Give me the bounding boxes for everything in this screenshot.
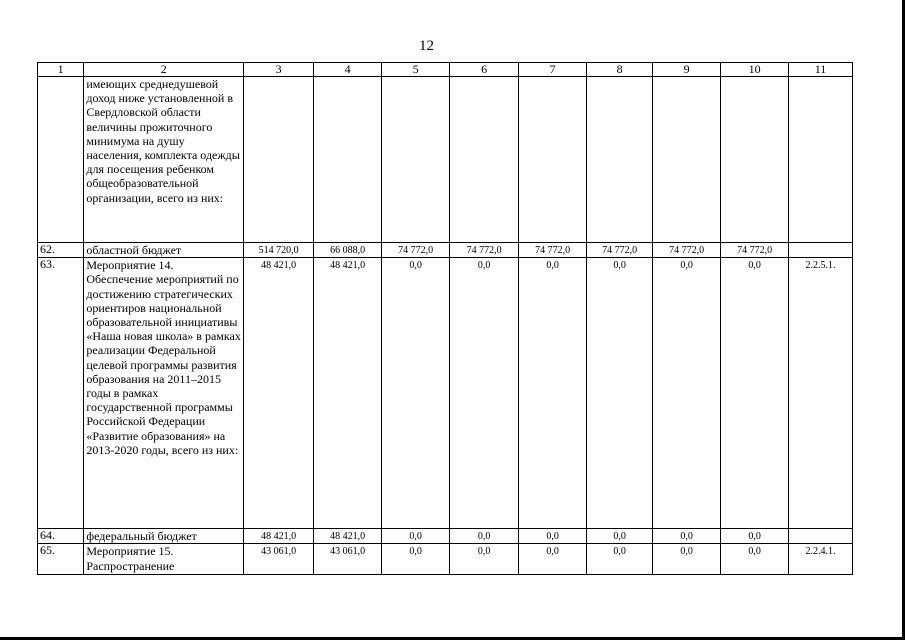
row-number bbox=[38, 77, 84, 243]
value-cell: 74 772,0 bbox=[382, 243, 450, 258]
value-cell: 48 421,0 bbox=[314, 529, 382, 544]
column-header: 9 bbox=[653, 63, 721, 77]
value-cell bbox=[653, 77, 721, 243]
value-cell bbox=[587, 77, 653, 243]
table-row bbox=[38, 529, 853, 544]
column-header: 6 bbox=[450, 63, 519, 77]
column-header: 1 bbox=[38, 63, 84, 77]
value-cell: 0,0 bbox=[519, 544, 587, 575]
value-cell: 74 772,0 bbox=[519, 243, 587, 258]
value-cell: 0,0 bbox=[721, 544, 789, 575]
column-header: 8 bbox=[587, 63, 653, 77]
column-header: 10 bbox=[721, 63, 789, 77]
row-description: федеральный бюджет bbox=[84, 529, 244, 544]
value-cell: 0,0 bbox=[382, 544, 450, 575]
row-number: 63. bbox=[38, 258, 84, 529]
value-cell: 0,0 bbox=[382, 529, 450, 544]
value-cell bbox=[382, 77, 450, 243]
value-cell: 0,0 bbox=[382, 258, 450, 529]
table-row bbox=[38, 243, 853, 258]
value-cell: 0,0 bbox=[519, 258, 587, 529]
value-cell bbox=[244, 77, 314, 243]
value-cell: 0,0 bbox=[653, 544, 721, 575]
value-cell: 0,0 bbox=[653, 529, 721, 544]
column-header: 4 bbox=[314, 63, 382, 77]
column-header: 11 bbox=[789, 63, 853, 77]
header-row bbox=[38, 63, 853, 77]
row-number: 64. bbox=[38, 529, 84, 544]
value-cell: 74 772,0 bbox=[587, 243, 653, 258]
row-code: 2.2.5.1. bbox=[789, 258, 853, 529]
row-number: 65. bbox=[38, 544, 84, 575]
row-code bbox=[789, 77, 853, 243]
value-cell: 514 720,0 bbox=[244, 243, 314, 258]
value-cell: 48 421,0 bbox=[244, 529, 314, 544]
page-number: 12 bbox=[419, 38, 434, 54]
value-cell: 0,0 bbox=[653, 258, 721, 529]
value-cell bbox=[721, 77, 789, 243]
row-code bbox=[789, 243, 853, 258]
value-cell: 0,0 bbox=[721, 258, 789, 529]
value-cell: 0,0 bbox=[450, 544, 519, 575]
value-cell: 66 088,0 bbox=[314, 243, 382, 258]
table-row bbox=[38, 544, 853, 575]
row-code: 2.2.4.1. bbox=[789, 544, 853, 575]
value-cell: 74 772,0 bbox=[450, 243, 519, 258]
value-cell bbox=[519, 77, 587, 243]
value-cell: 74 772,0 bbox=[653, 243, 721, 258]
column-header: 5 bbox=[382, 63, 450, 77]
value-cell: 48 421,0 bbox=[244, 258, 314, 529]
column-header: 3 bbox=[244, 63, 314, 77]
value-cell: 74 772,0 bbox=[721, 243, 789, 258]
row-code bbox=[789, 529, 853, 544]
value-cell: 0,0 bbox=[587, 544, 653, 575]
table-row bbox=[38, 77, 853, 243]
row-description: Мероприятие 14. Обеспечение мероприятий по достижению стратегических ориентиров национальной образовательной инициативы «Наша новая школа» в рамках реализации Федеральной целевой программы развития образования на 2011–2015 годы в рамках государственной программы Российской Федерации «Развитие образования» на 2013-2020 годы, всего из них: bbox=[84, 258, 244, 529]
value-cell: 0,0 bbox=[587, 529, 653, 544]
column-header: 2 bbox=[84, 63, 244, 77]
value-cell: 0,0 bbox=[450, 529, 519, 544]
table-row bbox=[38, 258, 853, 529]
value-cell: 0,0 bbox=[519, 529, 587, 544]
budget-table bbox=[37, 62, 853, 575]
value-cell: 43 061,0 bbox=[314, 544, 382, 575]
row-number: 62. bbox=[38, 243, 84, 258]
value-cell bbox=[314, 77, 382, 243]
value-cell: 0,0 bbox=[450, 258, 519, 529]
value-cell: 0,0 bbox=[587, 258, 653, 529]
value-cell: 43 061,0 bbox=[244, 544, 314, 575]
row-description: Мероприятие 15. Распространение bbox=[84, 544, 244, 575]
column-header: 7 bbox=[519, 63, 587, 77]
value-cell bbox=[450, 77, 519, 243]
value-cell: 0,0 bbox=[721, 529, 789, 544]
value-cell: 48 421,0 bbox=[314, 258, 382, 529]
row-description: областной бюджет bbox=[84, 243, 244, 258]
row-description: имеющих среднедушевой доход ниже установленной в Свердловской области величины прожиточного минимума на душу населения, комплекта одежды для посещения ребенком общеобразовательной организации, всего из них: bbox=[84, 77, 244, 243]
